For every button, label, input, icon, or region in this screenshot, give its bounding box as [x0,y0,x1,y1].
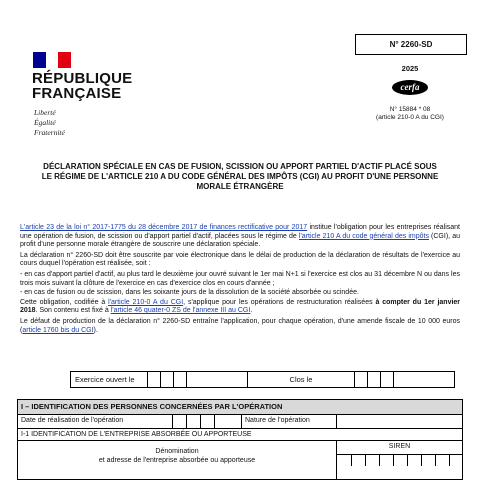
nature-operation-label: Nature de l'opération [245,417,310,424]
absorbee-identification-row [17,440,463,480]
marianne-flag-logo [33,52,71,68]
date-nature-row [17,414,463,429]
intro-paragraph-2: La déclaration n° 2260-SD doit être souscrite par voie électronique dans le délai de production de la déclaration de résultats de l'exercice au cours duquel l'opération est réalisée, soit : [20,251,460,268]
article-1760-link[interactable]: article 1760 bis du CGI [22,326,94,334]
close-date-box[interactable] [354,371,368,388]
siren-label: SIREN [388,443,411,450]
intro-paragraph-5: Cette obligation, codifiée à l'article 210-0 A du CGI, s'applique pour les opérations de restructuration réalisées à compter du 1er janvier 2018. Son contenu est fixé à l'article 46 quater-0 ZS de l'annexe III au CGI. [20,298,461,315]
document-title: DÉCLARATION SPÉCIALE EN CAS DE FUSION, SCISSION OU APPORT PARTIEL D'ACTIF PLACÉ SOUS LE RÉGIME DE L'ARTICLE 210 A DU CODE GÉNÉRAL DES IMPÔTS (CGI) AU PROFIT D'UNE PERSONNE MORALE ÉTRANGÈRE [41,162,439,191]
exercice-close-label: Clos le [247,371,355,388]
law-link[interactable]: L'article 23 de la loi n° 2017-1775 du 28 décembre 2017 de finances rectificative pour 2017 [20,224,308,231]
date-realisation-box[interactable] [215,415,241,428]
intro-paragraph-4: - en cas de fusion ou de scission, dans les soixante jours de la dissolution de la société absorbée ou scindée. [20,289,359,297]
intro-paragraph-6: Le défaut de production de la déclaration n° 2260-SD entraîne l'application, pour chaque opération, d'une amende fiscale de 10 000 euros (article 1760 bis du CGI). [20,317,460,334]
open-date-box[interactable] [147,371,161,388]
form-year: 2025 [401,64,419,73]
date-realisation-box[interactable] [201,415,215,428]
subsection-title: I-1 IDENTIFICATION DE L'ENTREPRISE ABSORBÉE OU APPORTEUSE [17,428,463,441]
article-210-0a-link[interactable]: l'article 210-0 A du CGI [108,298,184,306]
close-date-box[interactable] [367,371,381,388]
denomination-label: Dénomination et adresse de l'entreprise absorbée ou apporteuse [98,448,256,464]
form-number-box: N° 2260-SD [355,34,467,55]
motto: Liberté Égalité Fraternité [34,108,65,137]
open-date-box[interactable] [173,371,187,388]
republique-francaise-logo: RÉPUBLIQUE FRANÇAISE [32,70,133,102]
open-date-box[interactable] [160,371,174,388]
date-realisation-box[interactable] [173,415,187,428]
close-date-box[interactable] [393,371,455,388]
cerfa-logo: cerfa [392,80,428,95]
intro-text [20,224,460,337]
cerfa-reference: N° 15884 * 08 (article 210-0 A du CGI) [376,106,444,121]
date-realisation-label: Date de réalisation de l'opération [21,417,124,424]
nature-operation-field[interactable] [337,415,462,428]
open-date-box[interactable] [186,371,248,388]
intro-paragraph-3: - en cas d'apport partiel d'actif, au plus tard le deuxième jour ouvré suivant le 1er mai N+1 si l'exercice est clos au 31 décembre N ou dans les trois mois suivant la clôture de l'exercice en cas d'exercice clos en cours d'année ; [20,270,460,287]
annexe-iii-link[interactable]: l'article 46 quater-0 ZS de l'annexe III au CGI [110,307,251,315]
close-date-box[interactable] [380,371,394,388]
section-title: I – IDENTIFICATION DES PERSONNES CONCERNÉES PAR L'OPÉRATION [17,399,463,415]
date-realisation-box[interactable] [187,415,201,428]
article-210a-link[interactable]: l'article 210 A du code général des impôts [298,232,429,240]
exercice-open-label: Exercice ouvert le [70,371,148,388]
intro-paragraph-1: L'article 23 de la loi n° 2017-1775 du 28 décembre 2017 de finances rectificative pour 2017 institue l'obligation pour les entreprises réalisant une opération de fusion, de scission ou d'apport partiel d'actif, placées sous le régime de l'article 210 A du code général des impôts (CGI), au profit d'une personne morale étrangère de souscrire une déclaration spéciale. [20,224,460,249]
siren-boxes[interactable] [337,454,462,466]
